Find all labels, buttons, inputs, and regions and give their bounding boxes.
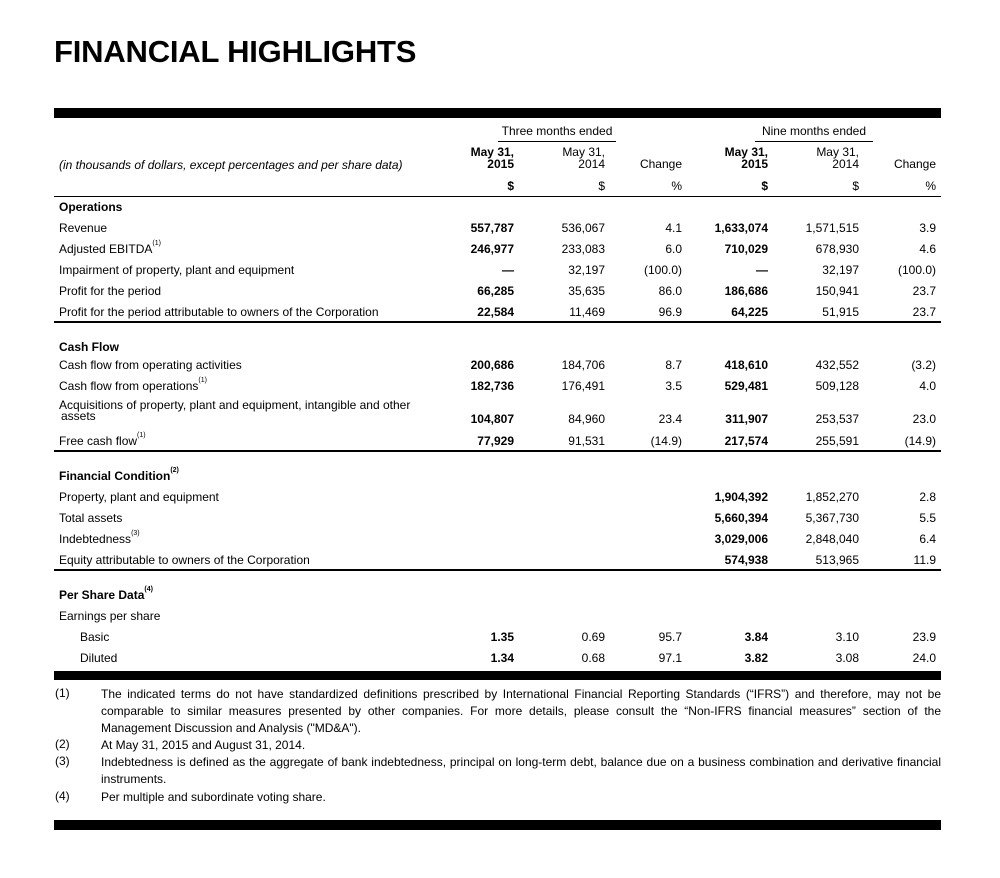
- row-label: [80, 651, 117, 665]
- subtitle-earnings-per-share: Earnings per share: [59, 609, 161, 623]
- cell-value: (3.2): [911, 358, 936, 372]
- row-label: [59, 490, 219, 504]
- cell-value: 246,977: [470, 242, 514, 256]
- cell-value: 3.10: [835, 630, 859, 644]
- footnote-ref: (4): [144, 586, 153, 593]
- cell-value: 32,197: [568, 263, 605, 277]
- cell-value: 51,915: [822, 305, 859, 319]
- cell-value: 86.0: [658, 284, 682, 298]
- cell-value: 513,965: [815, 553, 859, 567]
- cell-value: 32,197: [822, 263, 859, 277]
- cell-value: —: [502, 263, 514, 277]
- section-rule: [54, 569, 941, 571]
- cell-value: 64,225: [731, 305, 768, 319]
- row-label: [59, 284, 161, 298]
- cell-value: 8.7: [665, 358, 682, 372]
- row-label: [59, 532, 140, 546]
- cell-value: 150,941: [815, 284, 859, 298]
- cell-value: 5,660,394: [714, 511, 768, 525]
- row-label-text: Cash flow from operating activities: [59, 358, 242, 372]
- row-label-text: Free cash flow: [59, 434, 138, 448]
- col-header-line1: May 31,: [816, 145, 859, 159]
- col-header-change-three: Change: [639, 157, 682, 171]
- footnote-ref: (2): [170, 467, 179, 474]
- footnote-text: At May 31, 2015 and August 31, 2014.: [101, 738, 306, 752]
- unit-percent: %: [925, 179, 936, 193]
- table-bottom-rule: [54, 671, 941, 680]
- top-rule: [54, 108, 941, 118]
- cell-value: 3.82: [744, 651, 768, 665]
- cell-value: 97.1: [658, 651, 682, 665]
- cell-value: 95.7: [658, 630, 682, 644]
- footnote-number: (4): [55, 789, 70, 803]
- row-label-text: Equity attributable to owners of the Corporation: [59, 553, 310, 567]
- cell-value: 710,029: [724, 242, 768, 256]
- page-title: FINANCIAL HIGHLIGHTS: [54, 34, 417, 69]
- cell-value: 418,610: [724, 358, 768, 372]
- col-header-line2: 2015: [741, 157, 768, 171]
- unit-dollar: $: [507, 179, 514, 193]
- section-title-cash-flow: Cash Flow: [59, 340, 120, 354]
- footnote-ref: (1): [198, 377, 207, 384]
- cell-value: 2.8: [919, 490, 936, 504]
- cell-value: 11,469: [569, 305, 605, 319]
- cell-value: —: [756, 263, 768, 277]
- cell-value: 3.5: [665, 379, 682, 393]
- cell-value: 182,736: [470, 379, 514, 393]
- cell-value: 176,491: [561, 379, 605, 393]
- row-label-text: Profit for the period: [59, 284, 162, 298]
- footnote-text: The indicated terms do not have standardized definitions prescribed by International Financial Reporting Standards (“IFRS”) and therefore, may not be comparable to similar measures presented by other companies. For more details, please consult the “Non-IFRS financial measures” section of the Management Discussion and Analysis ("MD&A").: [101, 687, 941, 735]
- cell-value: 1,904,392: [714, 490, 768, 504]
- cell-value: 574,938: [724, 553, 768, 567]
- cell-value: 200,686: [470, 358, 514, 372]
- unit-dollar: $: [852, 179, 859, 193]
- cell-value: 2,848,040: [805, 532, 859, 546]
- cell-value: 24.0: [912, 651, 936, 665]
- cell-value: 96.9: [658, 305, 682, 319]
- cell-value: 217,574: [724, 434, 768, 448]
- section-title-financial-condition: [59, 469, 179, 483]
- cell-value: 536,067: [561, 221, 605, 235]
- cell-value: 23.7: [912, 305, 936, 319]
- row-label: [59, 434, 146, 448]
- footnote-ref: (1): [152, 240, 161, 247]
- unit-percent: %: [671, 179, 682, 193]
- row-label-text: Basic: [80, 630, 110, 644]
- col-header-line2: 2014: [578, 157, 605, 171]
- cell-value: (14.9): [650, 434, 682, 448]
- cell-value: 3,029,006: [714, 532, 768, 546]
- footnote-text: Indebtedness is defined as the aggregate of bank indebtedness, principal on long-term debt, balance due on a business combination and derivative financial instruments.: [101, 755, 941, 786]
- cell-value: 5.5: [919, 511, 936, 525]
- row-label-text: Property, plant and equipment: [59, 490, 219, 504]
- cell-value: 4.0: [919, 379, 936, 393]
- footnote-ref: (3): [131, 530, 140, 537]
- row-label-text: Acquisitions of property, plant and equipment, intangible and other: [59, 398, 411, 412]
- group-header-three-months: Three months ended: [501, 124, 613, 138]
- cell-value: 35,635: [568, 284, 605, 298]
- col-header-may2015-nine: [678, 146, 768, 170]
- row-label-text: Impairment of property, plant and equipment: [59, 263, 295, 277]
- row-label: [59, 379, 207, 393]
- footnote-number: (2): [55, 737, 70, 751]
- cell-value: 104,807: [470, 412, 514, 426]
- cell-value: 6.4: [919, 532, 936, 546]
- cell-value: 4.6: [919, 242, 936, 256]
- cell-value: 557,787: [470, 221, 514, 235]
- cell-value: 311,907: [725, 412, 768, 426]
- row-label: [59, 511, 122, 525]
- unit-dollar: $: [598, 179, 605, 193]
- col-header-line1: May 31,: [562, 145, 605, 159]
- cell-value: 22,584: [477, 305, 514, 319]
- cell-value: 77,929: [477, 434, 514, 448]
- row-label: [59, 358, 242, 372]
- col-header-line2: 2015: [487, 157, 514, 171]
- cell-value: 3.84: [744, 630, 768, 644]
- cell-value: 509,128: [815, 379, 859, 393]
- cell-value: 23.4: [658, 412, 682, 426]
- row-label: [59, 400, 410, 422]
- cell-value: 1,852,270: [805, 490, 859, 504]
- row-label: [59, 263, 294, 277]
- section-rule: [54, 450, 941, 452]
- cell-value: 186,686: [724, 284, 768, 298]
- footnote-number: (3): [55, 754, 70, 768]
- cell-value: (14.9): [904, 434, 936, 448]
- section-title-operations: Operations: [59, 200, 123, 214]
- group-underline-three: [498, 141, 616, 142]
- cell-value: 1,633,074: [714, 221, 768, 235]
- header-rule: [54, 196, 941, 197]
- unit-dollar: $: [761, 179, 768, 193]
- cell-value: 0.69: [581, 630, 605, 644]
- cell-value: 1.34: [490, 651, 514, 665]
- cell-value: 255,591: [815, 434, 859, 448]
- row-label-text: Profit for the period attributable to owners of the Corporation: [59, 305, 379, 319]
- cell-value: 23.0: [912, 412, 936, 426]
- footnote-text: Per multiple and subordinate voting share.: [101, 790, 326, 804]
- col-header-line2: 2014: [832, 157, 859, 171]
- row-label-text: Diluted: [80, 651, 118, 665]
- col-header-may2015-three: [424, 146, 514, 170]
- row-label-text: Total assets: [59, 511, 123, 525]
- cell-value: 11.9: [913, 553, 936, 567]
- cell-value: 91,531: [568, 434, 605, 448]
- section-title-text: Per Share Data: [59, 588, 145, 602]
- cell-value: 184,706: [561, 358, 605, 372]
- cell-value: 6.0: [665, 242, 682, 256]
- cell-value: 66,285: [477, 284, 514, 298]
- row-label: [59, 221, 107, 235]
- cell-value: (100.0): [643, 263, 682, 277]
- cell-value: 1.35: [490, 630, 514, 644]
- footnote-ref: (1): [137, 432, 146, 439]
- cell-value: 4.1: [665, 221, 682, 235]
- cell-value: 0.68: [581, 651, 605, 665]
- section-rule: [54, 321, 941, 323]
- row-label: [59, 305, 379, 319]
- cell-value: (100.0): [897, 263, 936, 277]
- row-label-text: Revenue: [59, 221, 108, 235]
- row-label: [59, 553, 310, 567]
- col-header-line1: May 31,: [470, 145, 514, 159]
- section-title-text: Financial Condition: [59, 469, 171, 483]
- footnote-number: (1): [55, 686, 70, 700]
- cell-value: 84,960: [568, 412, 605, 426]
- cell-value: 23.7: [912, 284, 936, 298]
- cell-value: 23.9: [912, 630, 936, 644]
- row-label: [59, 242, 161, 256]
- row-label-text: assets: [61, 409, 96, 423]
- group-header-nine-months: Nine months ended: [761, 124, 867, 138]
- cell-value: 3.08: [835, 651, 859, 665]
- row-label-text: Adjusted EBITDA: [59, 242, 153, 256]
- col-header-change-nine: Change: [893, 157, 936, 171]
- col-header-line1: May 31,: [724, 145, 768, 159]
- cell-value: 233,083: [561, 242, 605, 256]
- cell-value: 5,367,730: [805, 511, 859, 525]
- units-note: (in thousands of dollars, except percentages and per share data): [59, 158, 403, 172]
- row-label-text: Indebtedness: [59, 532, 132, 546]
- cell-value: 3.9: [919, 221, 936, 235]
- cell-value: 432,552: [815, 358, 859, 372]
- cell-value: 253,537: [815, 412, 859, 426]
- section-title-per-share: [59, 588, 153, 602]
- cell-value: 678,930: [815, 242, 859, 256]
- group-underline-nine: [755, 141, 873, 142]
- cell-value: 1,571,515: [805, 221, 859, 235]
- row-label: [80, 630, 109, 644]
- page-bottom-rule: [54, 820, 941, 830]
- row-label-text: Cash flow from operations: [59, 379, 199, 393]
- cell-value: 529,481: [724, 379, 768, 393]
